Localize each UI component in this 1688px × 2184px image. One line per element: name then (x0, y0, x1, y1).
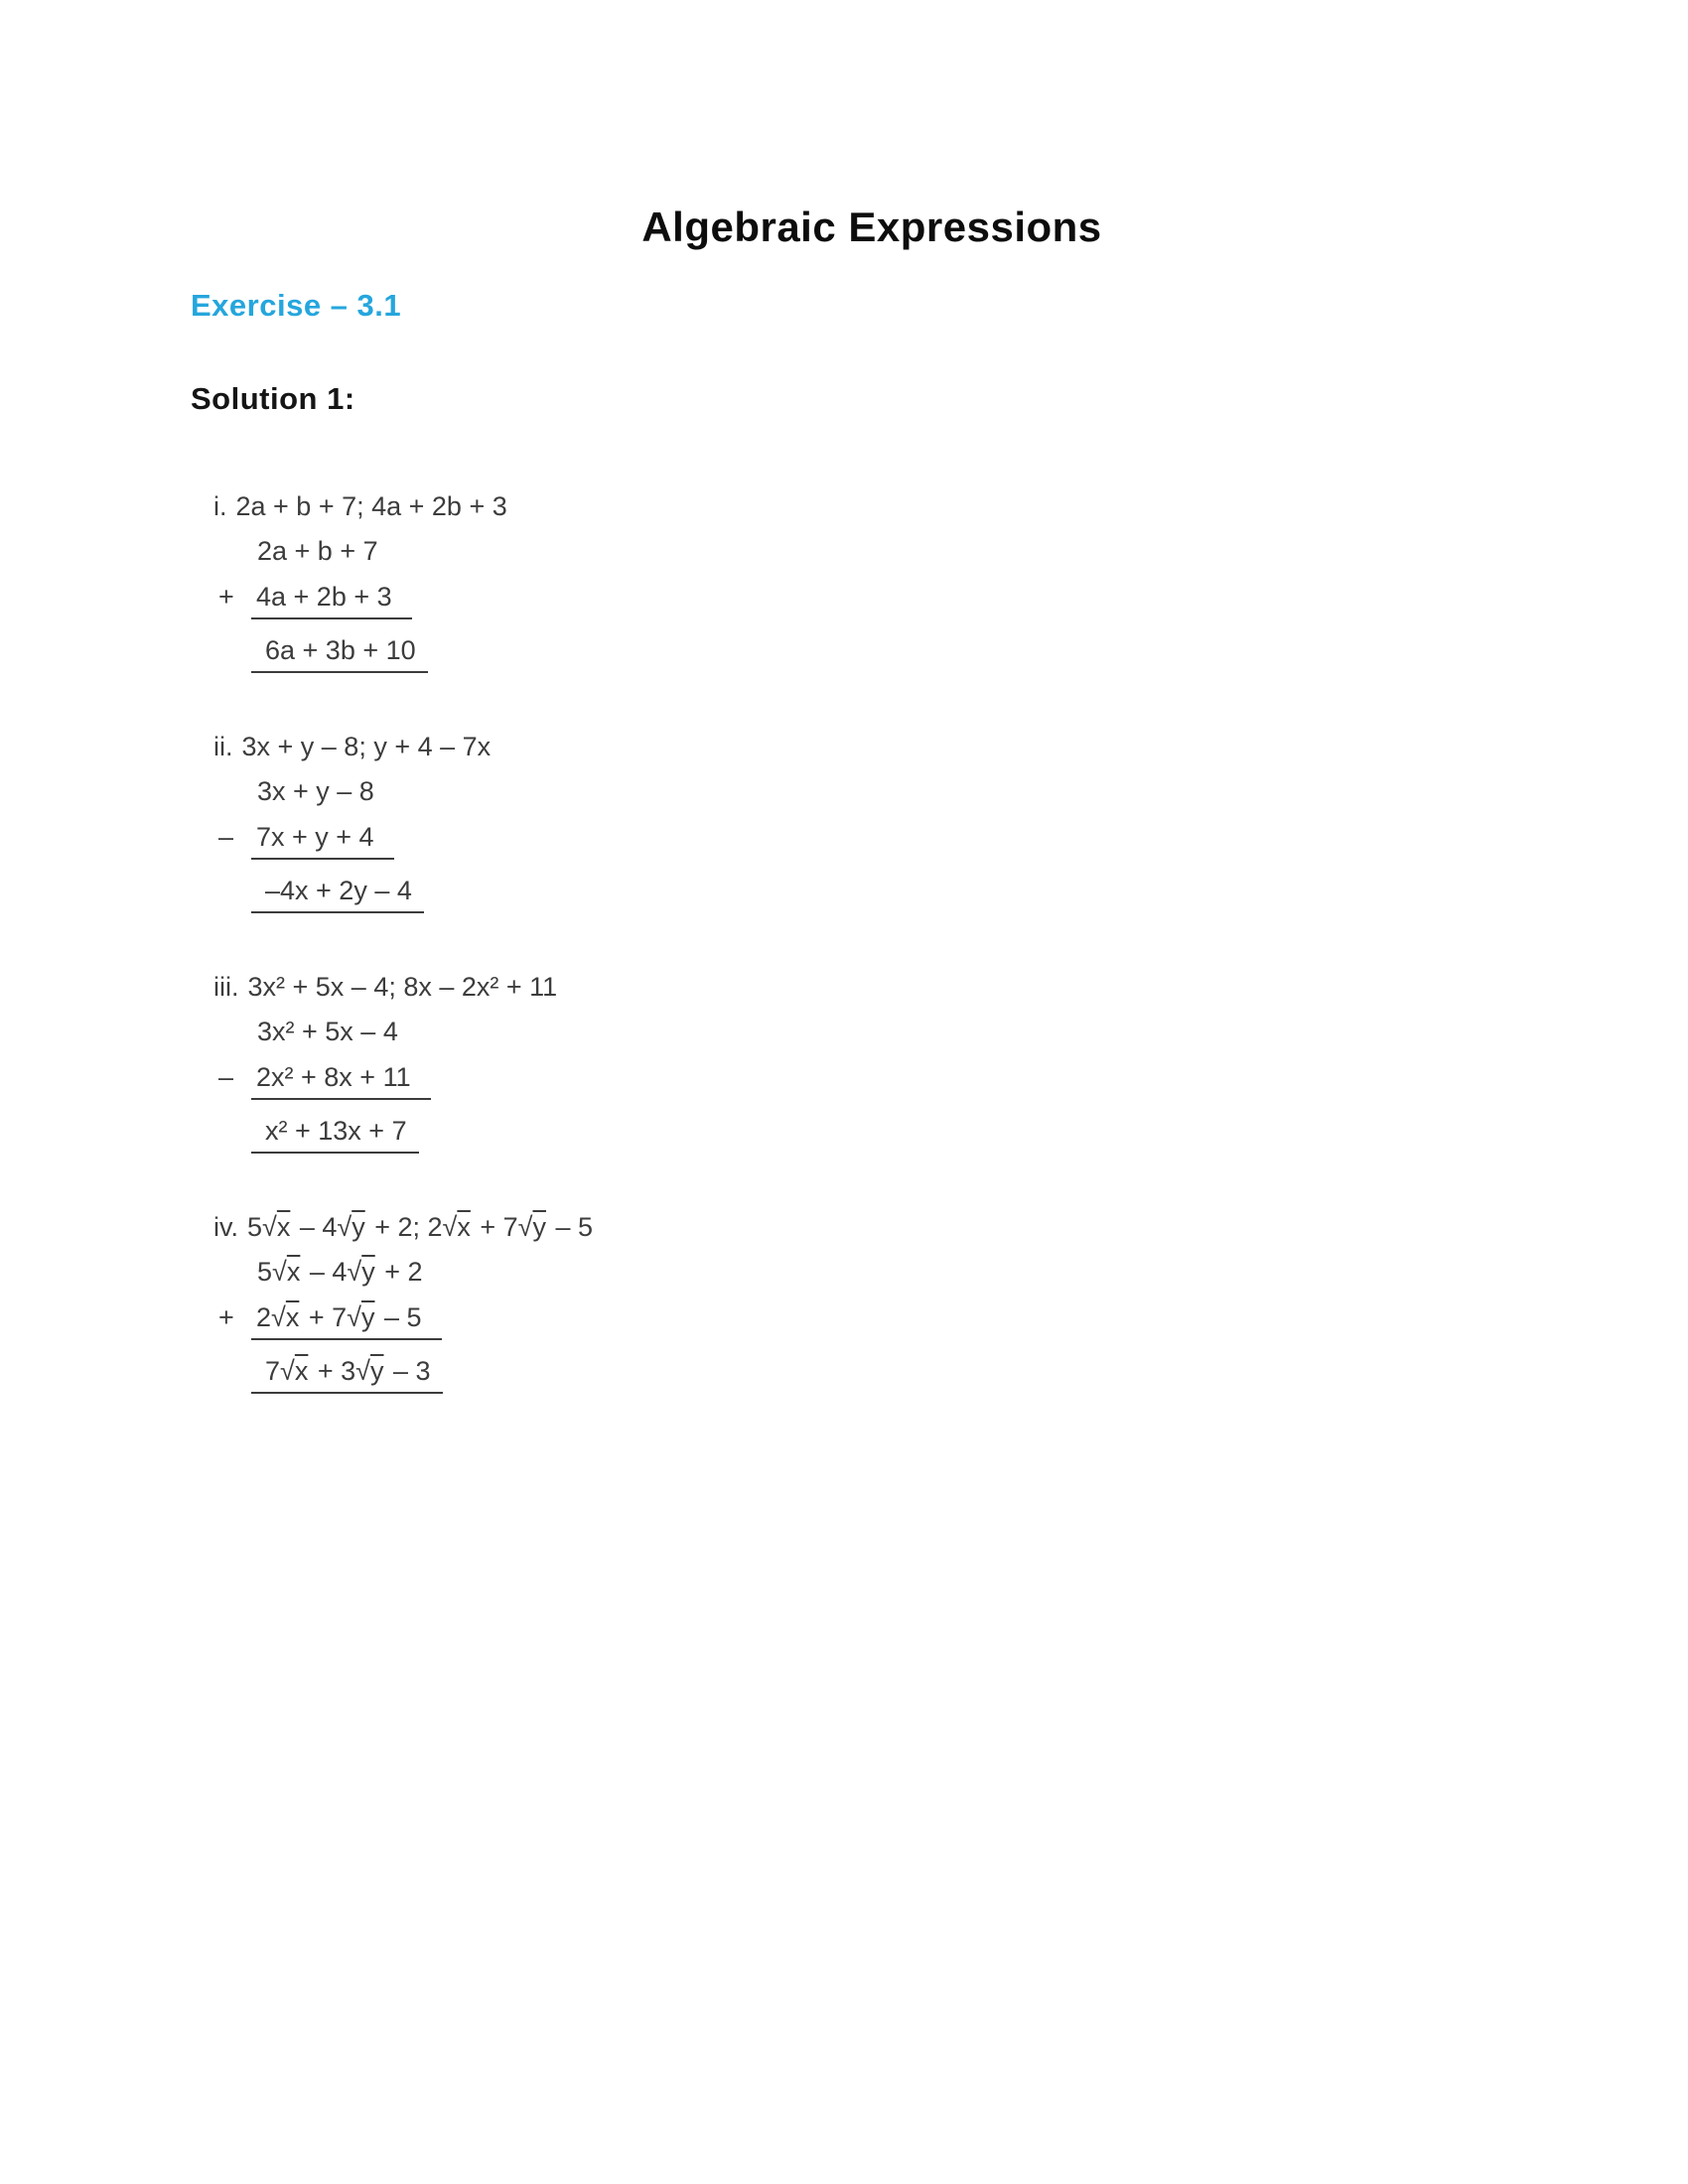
solution-heading: Solution 1: (191, 381, 355, 417)
solution-worked-problems (213, 490, 1688, 1394)
addend-2-row (218, 1062, 1688, 1100)
result: 7√x + 3√y – 3 (251, 1356, 443, 1394)
result-row (251, 1116, 1688, 1154)
operator-sign: – (218, 822, 234, 853)
addend-1: 3x + y – 8 (257, 776, 374, 807)
addend-2-row (218, 582, 1688, 619)
exercise-heading: Exercise – 3.1 (191, 288, 402, 324)
problem-label: iv. (213, 1212, 238, 1243)
problem-block-iii (213, 971, 1688, 1154)
problem-given-expressions: 3x + y – 8; y + 4 – 7x (241, 732, 492, 762)
sqrt-radical: √y (517, 1212, 546, 1243)
problem-given-expressions: 3x² + 5x – 4; 8x – 2x² + 11 (247, 972, 558, 1003)
operator-sign: – (218, 1062, 234, 1093)
sqrt-radical: √x (442, 1212, 471, 1243)
problem-given-expressions: 5√x – 4√y + 2; 2√x + 7√y – 5 (247, 1212, 594, 1243)
operator-sign: + (218, 1302, 234, 1333)
problem-block-iv (213, 1211, 1688, 1394)
column-addition-work (218, 776, 1688, 913)
problem-given-expressions: 2a + b + 7; 4a + 2b + 3 (235, 491, 507, 522)
operator-sign: + (218, 582, 234, 613)
result-row (251, 876, 1688, 913)
sqrt-radical: √x (271, 1302, 300, 1333)
result: x² + 13x + 7 (251, 1116, 419, 1154)
sqrt-radical: √x (280, 1356, 309, 1387)
sqrt-radical: √x (262, 1212, 291, 1243)
result-row (251, 1356, 1688, 1394)
problem-label: i. (213, 491, 227, 522)
sqrt-radical: √y (355, 1356, 384, 1387)
problem-block-ii (213, 731, 1688, 913)
problem-statement (213, 731, 1688, 762)
problem-label: iii. (213, 972, 239, 1003)
addend-2-row (218, 822, 1688, 860)
problem-statement (213, 490, 1688, 522)
addend-2: 4a + 2b + 3 (251, 582, 412, 619)
result: 6a + 3b + 10 (251, 635, 428, 673)
addend-2: 7x + y + 4 (251, 822, 394, 860)
addend-2: 2x² + 8x + 11 (251, 1062, 431, 1100)
problem-block-i (213, 490, 1688, 673)
addend-1: 2a + b + 7 (257, 536, 378, 567)
problem-statement (213, 1211, 1688, 1243)
column-addition-work (218, 1257, 1688, 1394)
addend-1: 5√x – 4√y + 2 (257, 1257, 423, 1288)
sqrt-radical: √y (347, 1302, 375, 1333)
column-addition-work (218, 1017, 1688, 1154)
problem-statement (213, 971, 1688, 1003)
problem-label: ii. (213, 732, 233, 762)
result: –4x + 2y – 4 (251, 876, 424, 913)
sqrt-radical: √x (272, 1257, 301, 1288)
column-addition-work (218, 536, 1688, 673)
sqrt-radical: √y (347, 1257, 375, 1288)
addend-2-row (218, 1302, 1688, 1340)
result-row (251, 635, 1688, 673)
addend-2: 2√x + 7√y – 5 (251, 1302, 442, 1340)
sqrt-radical: √y (337, 1212, 365, 1243)
addend-1: 3x² + 5x – 4 (257, 1017, 398, 1047)
page-title: Algebraic Expressions (641, 204, 1102, 250)
